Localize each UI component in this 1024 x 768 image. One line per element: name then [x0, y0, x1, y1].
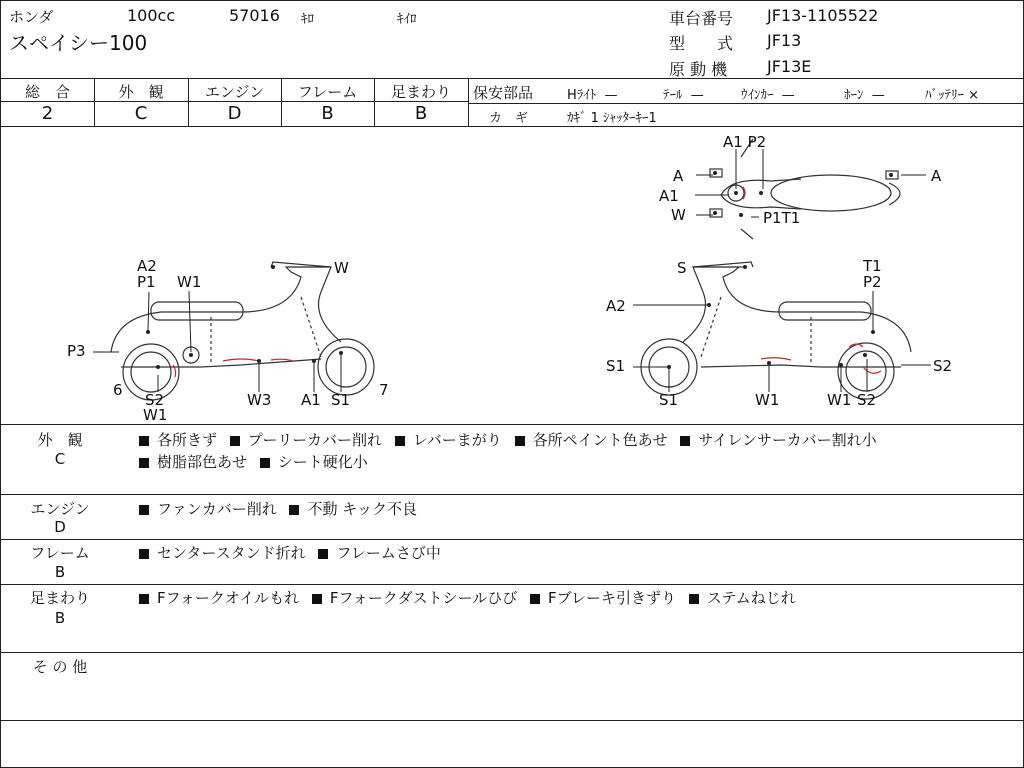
diag-right-w1-second: W1	[827, 391, 852, 409]
diag-top-p1t1: P1T1	[763, 209, 801, 227]
list-item: シート硬化小	[260, 451, 368, 472]
diag-left-a2: A2	[137, 257, 157, 275]
diag-top-a-left: A	[673, 167, 684, 185]
list-item: Fフォークダストシールひび	[312, 587, 517, 608]
diag-left-7: 7	[379, 381, 389, 399]
mileage: 57016	[229, 6, 280, 25]
maker: ホンダ	[9, 8, 54, 26]
top-view-scooter	[710, 139, 900, 239]
grade-frame-value: B	[321, 103, 334, 124]
section-exterior-label: 外 観	[37, 431, 83, 449]
diag-left-w3: W3	[247, 391, 272, 409]
grade-engine-value: D	[227, 103, 242, 124]
section-exterior-grade: C	[54, 450, 66, 468]
section-engine-label: エンジン	[30, 500, 90, 518]
grade-frame-label: フレーム	[297, 83, 358, 101]
engine-label: 原 動 機	[669, 60, 728, 79]
diag-top-a-right: A	[931, 167, 942, 185]
grade-total-value: 2	[41, 103, 54, 124]
diag-top-a1p2: A1 P2	[723, 133, 767, 151]
diag-top-w: W	[671, 206, 686, 224]
diag-right-s2: S2	[933, 357, 953, 375]
diag-right-s2-bottom: S2	[857, 391, 877, 409]
list-item: ステムねじれ	[689, 587, 796, 608]
list-item: Fブレーキ引きずり	[530, 587, 676, 608]
list-item: フレームさび中	[318, 542, 440, 563]
section-other-label: そ の 他	[32, 658, 88, 676]
mileage-unit: ｷﾛ	[301, 12, 314, 27]
list-item: ファンカバー削れ	[139, 498, 277, 519]
section-frame-line1	[139, 542, 449, 563]
key-label: カ ギ	[489, 111, 529, 126]
type-value: JF13	[767, 31, 802, 50]
model-name: スペイシー100	[9, 31, 148, 55]
diag-right-w1: W1	[755, 391, 780, 409]
diag-left-s2: S2	[145, 391, 165, 409]
safety-label: 保安部品	[473, 84, 534, 102]
list-item: Fフォークオイルもれ	[139, 587, 299, 608]
diag-left-s1: S1	[331, 391, 351, 409]
grade-exterior-value: C	[134, 103, 148, 124]
engine-value: JF13E	[767, 57, 812, 76]
section-engine-grade: D	[54, 518, 66, 536]
section-frame-label: フレーム	[30, 544, 90, 562]
list-item: 各所ペイント色あせ	[515, 429, 668, 450]
safety-item-battery: ﾊﾞｯﾃﾘｰ ×	[925, 88, 980, 103]
section-suspension-line1	[139, 587, 804, 608]
diag-right-s1-bottom: S1	[659, 391, 679, 409]
diag-right-t1: T1	[863, 257, 882, 275]
diag-top-a1: A1	[659, 187, 679, 205]
list-item: 樹脂部色あせ	[139, 451, 247, 472]
diag-left-6: 6	[113, 381, 123, 399]
diag-left-w: W	[334, 259, 349, 277]
diag-left-w1: W1	[177, 273, 202, 291]
diag-left-w1-bottom: W1	[143, 406, 168, 424]
diag-right-s1: S1	[606, 357, 626, 375]
list-item: センタースタンド折れ	[139, 542, 306, 563]
type-label: 型 式	[669, 34, 734, 53]
section-frame-grade: B	[54, 563, 66, 581]
list-item: サイレンサーカバー割れ小	[680, 429, 876, 450]
list-item: 各所きず	[139, 429, 217, 450]
diag-right-s: S	[677, 259, 687, 277]
grade-exterior-label: 外 観	[118, 83, 164, 101]
list-item: プーリーカバー削れ	[230, 429, 382, 450]
safety-item-tail: ﾃｰﾙ —	[663, 88, 704, 103]
chassis-label: 車台番号	[669, 9, 734, 28]
key-value: ｶｷﾞ 1 ｼｬｯﾀｰｷｰ1	[567, 111, 657, 126]
list-item: レバーまがり	[395, 429, 502, 450]
grade-suspension-label: 足まわり	[390, 83, 451, 101]
safety-item-headlight: Hﾗｲﾄ —	[567, 88, 618, 103]
safety-item-winker: ｳｲﾝｶｰ —	[741, 88, 795, 103]
diag-left-a1: A1	[301, 391, 321, 409]
chassis-value: JF13-1105522	[767, 6, 879, 25]
safety-item-horn: ﾎｰﾝ —	[844, 88, 885, 103]
diag-left-p3: P3	[67, 342, 86, 360]
list-item: 不動 キック不良	[289, 498, 416, 519]
diag-right-p2: P2	[863, 273, 882, 291]
section-suspension-grade: B	[54, 609, 66, 627]
grade-total-label: 総 合	[24, 83, 70, 101]
diag-left-p1: P1	[137, 273, 156, 291]
mileage-note: ｷｲﾛ	[397, 12, 417, 27]
section-suspension-label: 足まわり	[29, 589, 90, 607]
section-exterior-line1	[139, 429, 885, 450]
grade-suspension-value: B	[414, 103, 428, 124]
section-engine-line1	[139, 498, 425, 519]
displacement: 100cc	[127, 6, 176, 25]
grade-engine-label: エンジン	[204, 83, 265, 101]
diag-right-a2: A2	[606, 297, 626, 315]
section-exterior-line2	[139, 451, 376, 472]
